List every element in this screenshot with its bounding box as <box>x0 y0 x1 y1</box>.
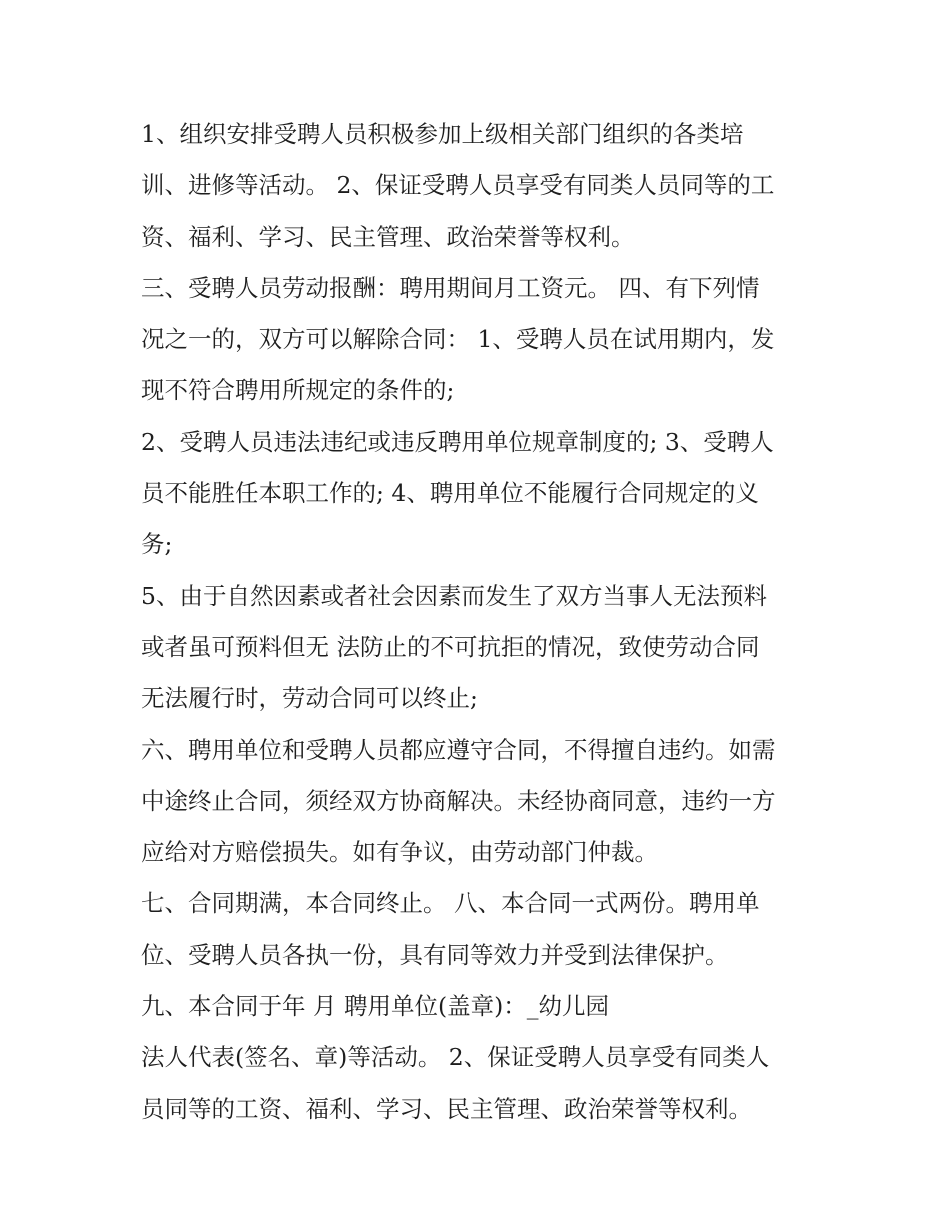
text-line: 务; <box>141 530 173 559</box>
text-line: 2、受聘人员违法违纪或违反聘用单位规章制度的; 3、受聘人 <box>141 427 774 456</box>
text-line: 或者虽可预料但无 法防止的不可抗拒的情况，致使劳动合同 <box>141 632 760 661</box>
text-line: 九、本合同于年 月 聘用单位(盖章)：_幼儿园 <box>141 992 610 1021</box>
text-line: 位、受聘人员各执一份，具有同等效力并受到法律保护。 <box>141 940 729 969</box>
text-line: 应给对方赔偿损失。如有争议，由劳动部门仲裁。 <box>141 838 658 867</box>
text-line: 六、聘用单位和受聘人员都应遵守合同，不得擅自违约。如需 <box>141 735 776 764</box>
text-line: 1、组织安排受聘人员积极参加上级相关部门组织的各类培 <box>141 120 744 148</box>
text-line: 资、福利、学习、民主管理、政治荣誉等权利。 <box>141 222 635 251</box>
text-line: 况之一的，双方可以解除合同： 1、受聘人员在试用期内，发 <box>141 325 775 354</box>
text-line: 无法履行时，劳动合同可以终止; <box>141 684 478 713</box>
text-line: 员同等的工资、福利、学习、民主管理、政治荣誉等权利。 <box>141 1094 752 1123</box>
text-line: 训、进修等活动。 2、保证受聘人员享受有同类人员同等的工 <box>141 171 775 200</box>
text-line: 中途终止合同，须经双方协商解决。未经协商同意，违约一方 <box>141 786 776 815</box>
text-line: 员不能胜任本职工作的; 4、聘用单位不能履行合同规定的义 <box>141 479 759 508</box>
text-line: 七、合同期满，本合同终止。 八、本合同一式两份。聘用单 <box>141 889 760 918</box>
text-line: 法人代表(签名、章)等活动。 2、保证受聘人员享受有同类人 <box>141 1043 770 1072</box>
contract-text-body <box>141 109 831 1135</box>
text-line: 5、由于自然因素或者社会因素而发生了双方当事人无法预料 <box>141 581 767 610</box>
text-line: 现不符合聘用所规定的条件的; <box>141 376 455 405</box>
text-line: 三、受聘人员劳动报酬：聘用期间月工资元。 四、有下列情 <box>141 273 760 302</box>
